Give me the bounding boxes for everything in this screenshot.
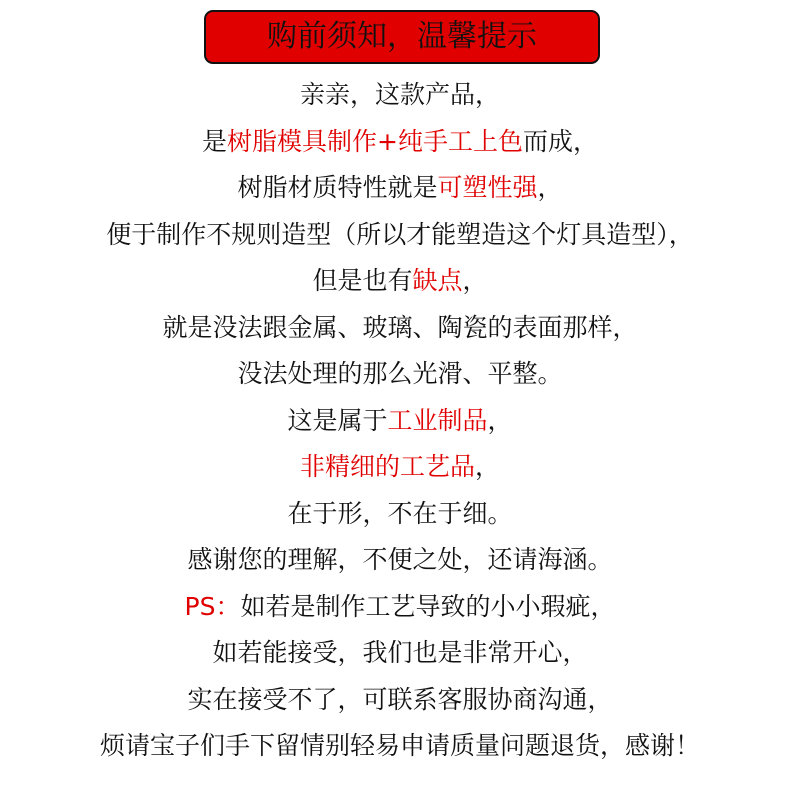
notice-line (0, 351, 800, 398)
text-segment: 如若是制作工艺导致的小小瑕疵， (240, 591, 616, 621)
notice-body (0, 72, 800, 770)
text-segment: 亲亲，这款产品， (299, 80, 500, 109)
text-segment: 这是属于 (287, 405, 388, 435)
notice-line (0, 212, 800, 259)
text-segment: 但是也有 (312, 266, 413, 295)
highlight-segment: PS： (184, 591, 241, 621)
highlight-segment: 缺点 (412, 266, 463, 295)
notice-line (0, 491, 800, 538)
notice-line (0, 584, 800, 631)
highlight-segment: 可塑性强 (437, 173, 538, 202)
text-segment: 在于形，不在于细。 (287, 498, 513, 528)
text-segment: 烦请宝子们手下留情别轻易申请质量问题退货，感谢！ (99, 731, 700, 760)
text-segment: 是 (202, 126, 228, 156)
banner-title: 购前须知，温馨提示 (267, 19, 537, 54)
notice-line (0, 258, 800, 305)
text-segment: ， (462, 266, 488, 295)
text-segment: ， (475, 452, 501, 481)
notice-banner (204, 10, 600, 64)
text-segment: 就是没法跟金属、玻璃、陶瓷的表面那样， (162, 312, 638, 342)
highlight-segment: 非精细的工艺品 (299, 452, 475, 481)
notice-line (0, 305, 800, 352)
text-segment: ， (537, 173, 563, 202)
text-segment: ， (487, 405, 513, 435)
text-segment: 没法处理的那么光滑、平整。 (237, 359, 563, 388)
text-segment: 便于制作不规则造型（所以才能塑造这个灯具造型）， (106, 219, 694, 249)
notice-line (0, 537, 800, 584)
notice-line (0, 398, 800, 445)
notice-line (0, 72, 800, 119)
highlight-segment: 工业制品 (387, 405, 488, 435)
notice-line (0, 630, 800, 677)
notice-line (0, 677, 800, 724)
text-segment: 而成， (522, 126, 598, 156)
text-segment: 如若能接受，我们也是非常开心， (212, 638, 588, 667)
text-segment: 树脂材质特性就是 (237, 173, 438, 202)
highlight-segment: 树脂模具制作+纯手工上色 (227, 126, 523, 156)
notice-line (0, 723, 800, 770)
notice-line (0, 444, 800, 491)
text-segment: 实在接受不了，可联系客服协商沟通， (187, 684, 613, 714)
notice-line (0, 165, 800, 212)
notice-line (0, 119, 800, 166)
text-segment: 感谢您的理解，不便之处，还请海涵。 (187, 545, 613, 574)
